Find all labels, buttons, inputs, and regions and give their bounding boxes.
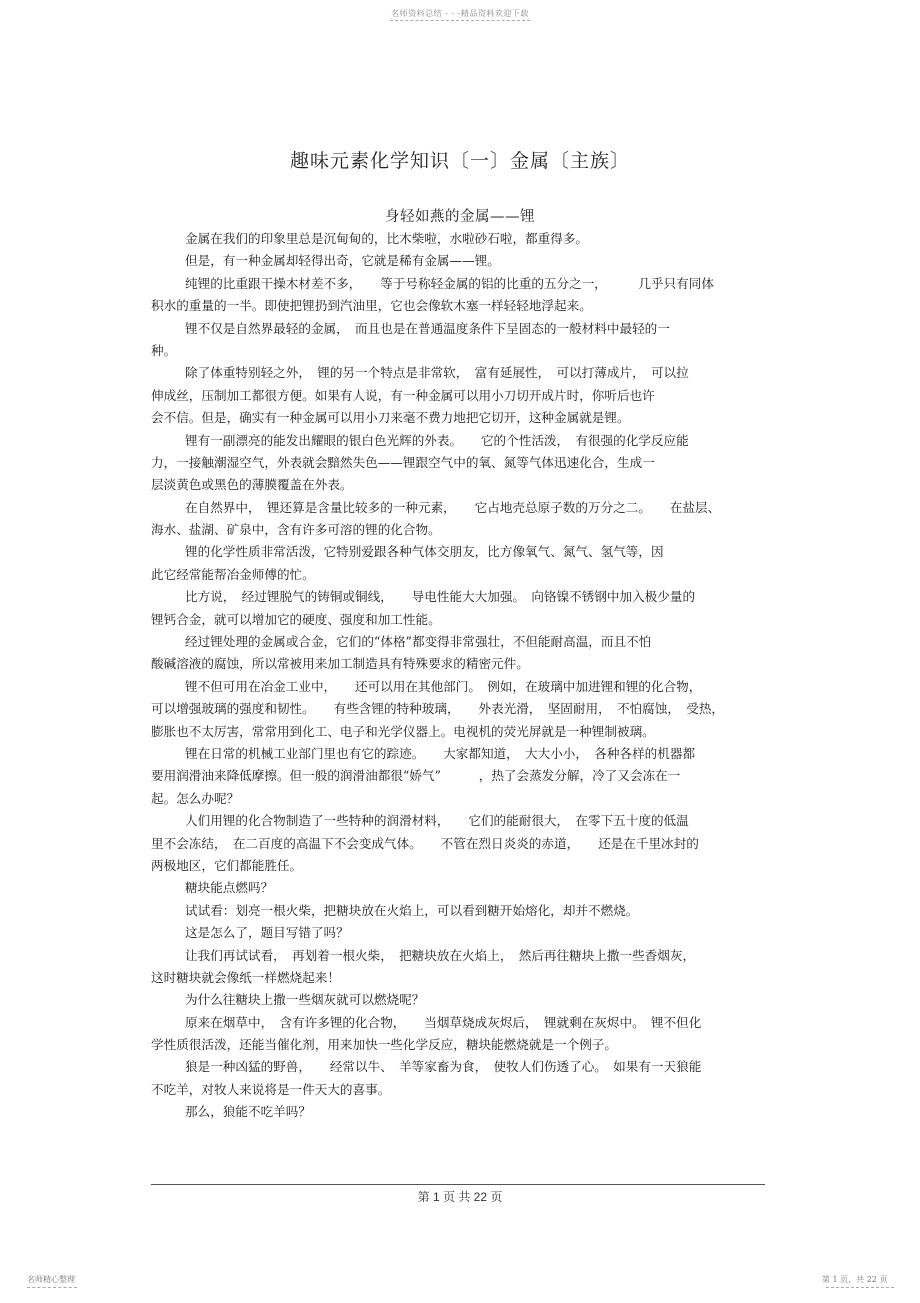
paragraph-line: 积水的重量的一半。即使把锂扔到汽油里，它也会像软木塞一样轻轻地浮起来。 bbox=[151, 298, 592, 314]
paragraph-line: 糖块能点燃吗？ bbox=[185, 880, 274, 896]
paragraph-line: 起。怎么办呢？ bbox=[151, 790, 240, 806]
paragraph-line: 层淡黄色或黑色的薄膜覆盖在外表。 bbox=[151, 477, 353, 493]
paragraph-line: 可以增强玻璃的强度和韧性。 有些含锂的特种玻璃， 外表光滑， 坚固耐用， 不怕腐蚀， 受热， bbox=[151, 701, 725, 717]
paragraph-line: 锂有一副漂亮的能发出耀眼的银白色光辉的外表。 它的个性活泼， 有很强的化学反应能 bbox=[185, 432, 689, 448]
header-watermark: 名师资料总结 - - -精品资料欢迎下载 bbox=[391, 9, 529, 18]
paragraph-line: 锂在日常的机械工业部门里也有它的踪迹。 大家都知道， 大大小小， 各种各样的机器都 bbox=[185, 745, 696, 761]
paragraph-line: 除了体重特别轻之外， 锂的另一个特点是非常软， 富有延展性， 可以打薄成片， 可以拉 bbox=[185, 365, 689, 381]
paragraph-line: 两极地区，它们都能胜任。 bbox=[151, 857, 303, 873]
paragraph-line: 学性质很活泼，还能当催化剂，用来加快一些化学反应，糖块能燃烧就是一个例子。 bbox=[151, 1037, 617, 1053]
paragraph-line: 那么，狼能不吃羊吗？ bbox=[185, 1104, 311, 1120]
bottom-left-dashed-divider bbox=[27, 1287, 77, 1288]
paragraph-line: 力，一接触潮湿空气，外表就会黯然失色——锂跟空气中的氧、氮等气体迅速化合，生成一 bbox=[151, 454, 655, 470]
bottom-left-note: 名师精心整理 bbox=[27, 1275, 75, 1284]
header-dashed-divider bbox=[390, 20, 530, 21]
paragraph-line: 经过锂处理的金属或合金，它们的“体格”都变得非常强壮，不但能耐高温，而且不怕 bbox=[185, 634, 652, 650]
paragraph-line: 里不会冻结， 在二百度的高温下不会变成气体。 不管在烈日炎炎的赤道， 还是在千里冰封的 bbox=[151, 835, 699, 851]
paragraph-line: 原来在烟草中， 含有许多锂的化合物， 当烟草烧成灰烬后， 锂就剩在灰烬中。 锂不但化 bbox=[185, 1014, 702, 1030]
page-number: 第 1 页 共 22 页 bbox=[417, 1190, 503, 1204]
document-body bbox=[151, 228, 769, 1124]
paragraph-line: 酸碱溶液的腐蚀，所以常被用来加工制造具有特殊要求的精密元件。 bbox=[151, 656, 529, 672]
paragraph-line: 让我们再试试看， 再划着一根火柴， 把糖块放在火焰上， 然后再往糖块上撒一些香烟灰， bbox=[185, 947, 696, 963]
paragraph-line: 比方说， 经过锂脱气的铸铜或铜线， 导电性能大大加强。 向铬镍不锈钢中加入极少量的 bbox=[185, 589, 696, 605]
paragraph-line: 不吃羊，对牧人来说将是一件天大的喜事。 bbox=[151, 1081, 391, 1097]
paragraph-line: 为什么往糖块上撒一些烟灰就可以燃烧呢？ bbox=[185, 992, 425, 1008]
paragraph-line: 纯锂的比重跟干操木材差不多， 等于号称轻金属的铝的比重的五分之一， 几乎只有同体 bbox=[185, 275, 714, 291]
footer-divider bbox=[151, 1184, 765, 1185]
paragraph-line: 这是怎么了，题目写错了吗？ bbox=[185, 925, 349, 941]
paragraph-line: 海水、盐湖、矿泉中，含有许多可溶的锂的化合物。 bbox=[151, 522, 441, 538]
paragraph-line: 锂不但可用在冶金工业中， 还可以用在其他部门。 例如，在玻璃中加进锂和锂的化合物， bbox=[185, 678, 702, 694]
document-title: 趣味元素化学知识〔一〕金属〔主族〕 bbox=[289, 150, 630, 172]
paragraph-line: 人们用锂的化合物制造了一些特种的润滑材料， 它们的能耐很大， 在零下五十度的低温 bbox=[185, 813, 689, 829]
section-title: 身轻如燕的金属——锂 bbox=[385, 209, 535, 225]
paragraph-line: 锂的化学性质非常活泼，它特别爱跟各种气体交朋友，比方像氧气、氮气、氢气等，因 bbox=[185, 544, 664, 560]
paragraph-line: 会不信。但是，确实有一种金属可以用小刀来毫不费力地把它切开，这种金属就是锂。 bbox=[151, 410, 630, 426]
paragraph-line: 在自然界中， 锂还算是含量比较多的一种元素， 它占地壳总原子数的万分之二。 在盐层、 bbox=[185, 499, 721, 515]
bottom-right-dashed-divider bbox=[826, 1287, 894, 1288]
paragraph-line: 膨胀也不太厉害，常常用到化工、电子和光学仪器上。电视机的荧光屏就是一种锂制被璃。 bbox=[151, 723, 655, 739]
paragraph-line: 但是，有一种金属却轻得出奇，它就是稀有金属——锂。 bbox=[185, 253, 500, 269]
paragraph-line: 狼是一种凶猛的野兽， 经常以牛、 羊等家畜为食， 使牧人们伤透了心。 如果有一天狼能 bbox=[185, 1059, 702, 1075]
paragraph-line: 种。 bbox=[151, 342, 177, 358]
paragraph-line: 此它经常能帮冶金师傅的忙。 bbox=[151, 566, 315, 582]
paragraph-line: 金属在我们的印象里总是沉甸甸的，比木柴啦，水啦砂石啦，都重得多。 bbox=[185, 231, 588, 246]
paragraph-line: 伸成丝，压制加工都很方便。如果有人说，有一种金属可以用小刀切开成片时，你听后也许 bbox=[151, 387, 655, 403]
paragraph-line: 试试看：划亮一根火柴，把糖块放在火焰上，可以看到糖开始熔化，却并不燃烧。 bbox=[185, 902, 639, 918]
paragraph-line: 锂钙合金，就可以增加它的硬度、强度和加工性能。 bbox=[151, 611, 441, 627]
paragraph-line: 这时糖块就会像纸一样燃烧起来！ bbox=[151, 969, 340, 985]
paragraph-line: 锂不仅是自然界最轻的金属， 而且也是在普通温度条件下呈固态的一般材料中最轻的一 bbox=[185, 320, 670, 336]
paragraph-line: 要用润滑油来降低摩擦。但一般的润滑油都很“娇气” ，热了会蒸发分解，冷了又会冻在一 bbox=[151, 768, 681, 784]
bottom-right-page-count: 第 1 页，共 22 页 bbox=[822, 1275, 888, 1284]
